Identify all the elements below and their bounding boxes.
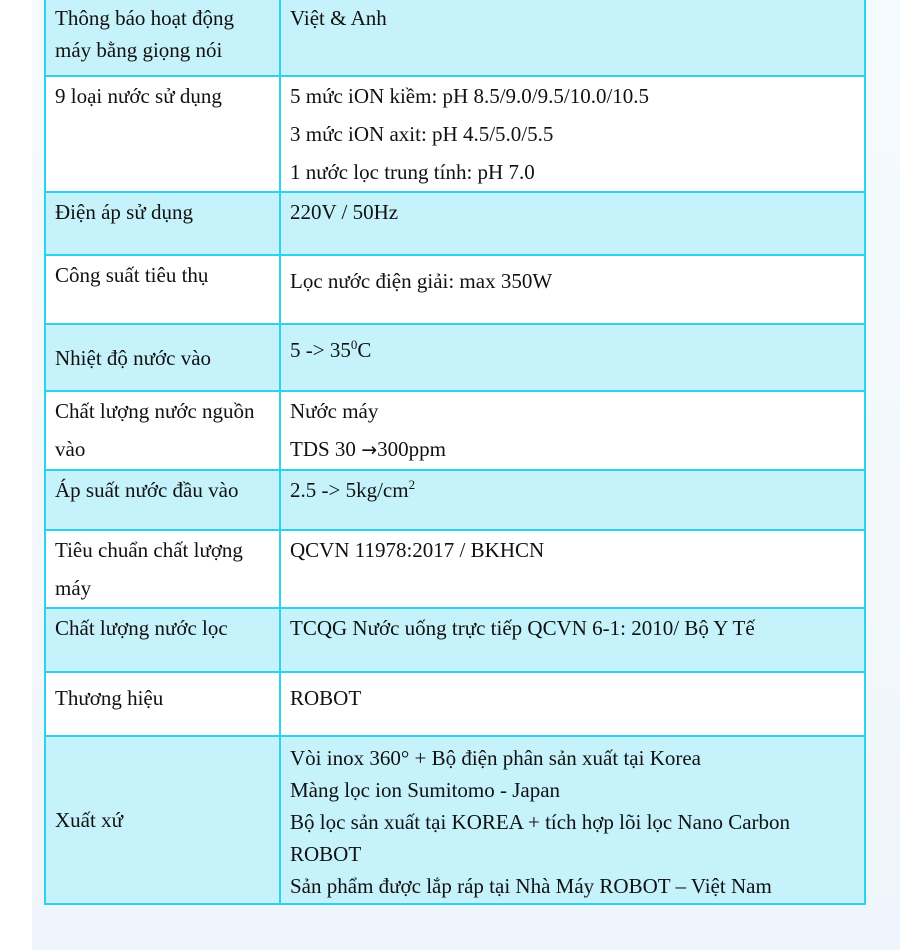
spec-label: Chất lượng nước lọc bbox=[55, 616, 228, 640]
spec-label-cell bbox=[45, 530, 280, 608]
table-row bbox=[45, 672, 865, 736]
spec-value bbox=[290, 471, 855, 509]
table-row bbox=[45, 324, 865, 391]
spec-value: Bộ lọc sản xuất tại KOREA + tích hợp lõi lọc Nano Carbon bbox=[290, 810, 791, 834]
spec-value: 1 nước lọc trung tính: pH 7.0 bbox=[290, 160, 535, 184]
spec-value-cell bbox=[280, 470, 865, 530]
table-row bbox=[45, 530, 865, 608]
spec-label: Điện áp sử dụng bbox=[55, 200, 193, 224]
spec-value-cell bbox=[280, 736, 865, 904]
table-row bbox=[45, 470, 865, 530]
tds-prefix: TDS 30 bbox=[290, 437, 362, 461]
temperature-range: 5 -> 35 bbox=[290, 338, 351, 362]
spec-label-cell bbox=[45, 76, 280, 192]
spec-value: Nước máy bbox=[290, 399, 379, 423]
spec-value-cell bbox=[280, 76, 865, 192]
table-row bbox=[45, 76, 865, 192]
spec-label-cell bbox=[45, 192, 280, 255]
table-row bbox=[45, 0, 865, 76]
spec-label: Áp suất nước đầu vào bbox=[55, 478, 239, 502]
spec-label: Thương hiệu bbox=[55, 686, 164, 710]
spec-value: Vòi inox 360° + Bộ điện phân sản xuất tại Korea bbox=[290, 746, 701, 770]
spec-label: Công suất tiêu thụ bbox=[55, 263, 209, 287]
spec-value-cell bbox=[280, 391, 865, 470]
spec-value-cell bbox=[280, 0, 865, 76]
spec-label-cell bbox=[45, 255, 280, 324]
spec-value bbox=[290, 325, 855, 369]
spec-value-cell bbox=[280, 255, 865, 324]
table-row bbox=[45, 255, 865, 324]
spec-label: 9 loại nước sử dụng bbox=[55, 84, 222, 108]
spec-value-cell bbox=[280, 608, 865, 672]
table-row bbox=[45, 608, 865, 672]
spec-label: Xuất xứ bbox=[55, 808, 123, 832]
spec-label-cell bbox=[45, 391, 280, 470]
spec-table bbox=[44, 0, 866, 905]
spec-value: TCQG Nước uống trực tiếp QCVN 6-1: 2010/ Bộ Y Tế bbox=[290, 616, 755, 640]
spec-label-cell bbox=[45, 470, 280, 530]
spec-value: ROBOT bbox=[290, 686, 362, 710]
spec-label-cell bbox=[45, 0, 280, 76]
spec-label-cell bbox=[45, 736, 280, 904]
spec-value: 220V / 50Hz bbox=[290, 200, 399, 224]
spec-label: vào bbox=[55, 437, 86, 461]
spec-label-cell bbox=[45, 608, 280, 672]
spec-value bbox=[290, 430, 855, 469]
squared-superscript: 2 bbox=[408, 477, 416, 492]
pressure-range: 2.5 -> 5kg/cm bbox=[290, 478, 409, 502]
arrow-right-icon: → bbox=[361, 439, 378, 461]
spec-value: 5 mức iON kiềm: pH 8.5/9.0/9.5/10.0/10.5 bbox=[290, 84, 650, 108]
spec-label-cell bbox=[45, 324, 280, 391]
spec-label: Thông báo hoạt động bbox=[55, 6, 235, 30]
spec-value: Màng lọc ion Sumitomo - Japan bbox=[290, 778, 561, 802]
spec-value: QCVN 11978:2017 / BKHCN bbox=[290, 538, 545, 562]
spec-label: Tiêu chuẩn chất lượng bbox=[55, 538, 243, 562]
spec-value: ROBOT bbox=[290, 842, 362, 866]
spec-value-cell bbox=[280, 530, 865, 608]
spec-label: máy bbox=[55, 576, 92, 600]
spec-value-cell bbox=[280, 672, 865, 736]
spec-label: máy bằng giọng nói bbox=[55, 38, 223, 62]
spec-label-cell bbox=[45, 672, 280, 736]
tds-suffix: 300ppm bbox=[377, 437, 446, 461]
spec-value: Việt & Anh bbox=[290, 6, 387, 30]
table-row bbox=[45, 736, 865, 904]
spec-value: 3 mức iON axit: pH 4.5/5.0/5.5 bbox=[290, 122, 554, 146]
spec-value: Lọc nước điện giải: max 350W bbox=[290, 269, 553, 293]
spec-label: Nhiệt độ nước vào bbox=[55, 346, 212, 370]
table-row bbox=[45, 192, 865, 255]
spec-value: Sản phẩm được lắp ráp tại Nhà Máy ROBOT – Việt Nam bbox=[290, 874, 772, 898]
degree-superscript: 0 bbox=[350, 337, 358, 352]
temperature-unit: C bbox=[357, 338, 372, 362]
spec-value-cell bbox=[280, 192, 865, 255]
table-row bbox=[45, 391, 865, 470]
spec-label: Chất lượng nước nguồn bbox=[55, 399, 255, 423]
spec-value-cell bbox=[280, 324, 865, 391]
